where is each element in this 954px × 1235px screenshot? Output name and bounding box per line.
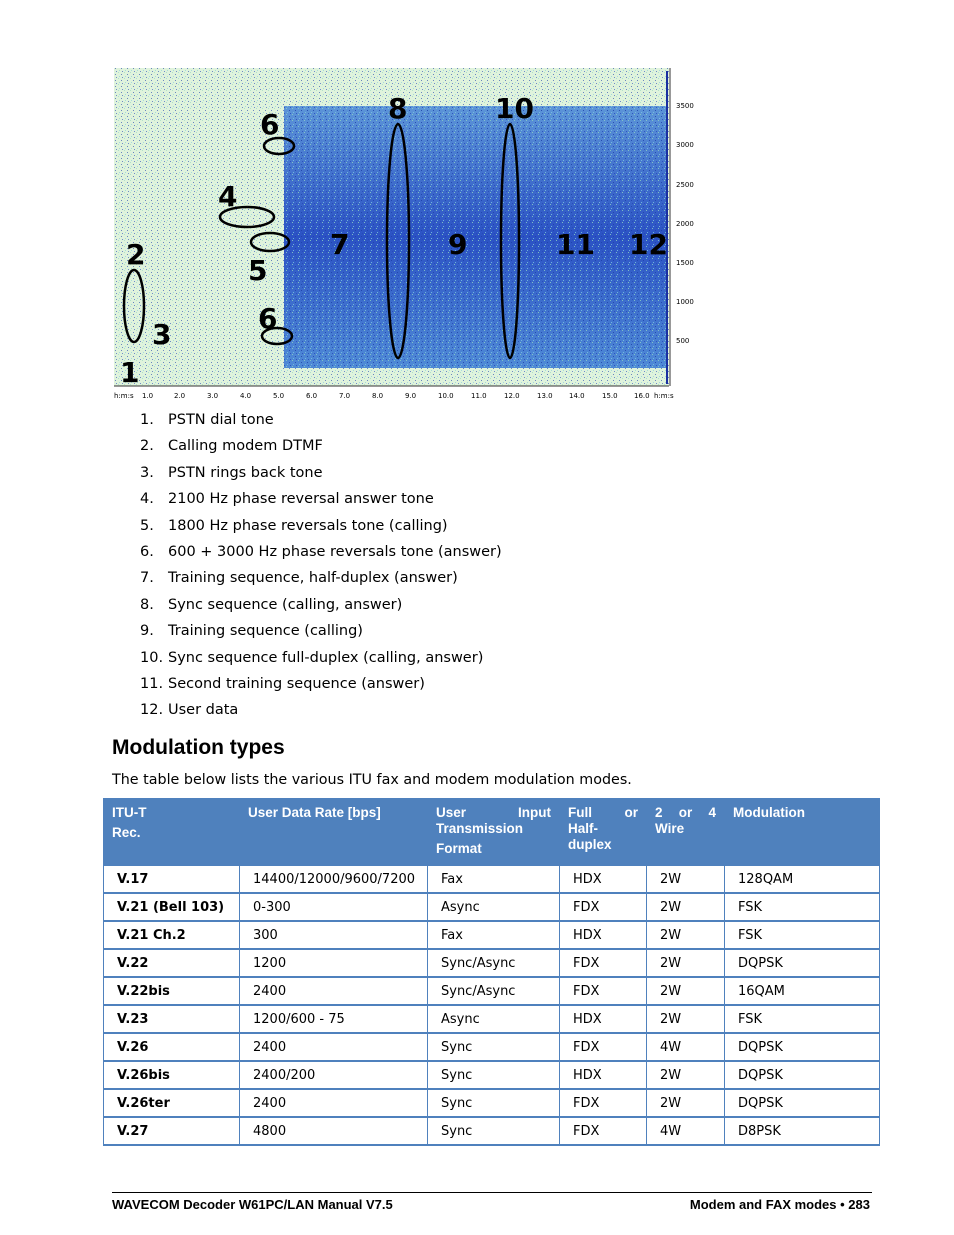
bottom-axis-tick-label: 13.0 — [537, 392, 553, 400]
cell-duplex: FDX — [560, 1033, 647, 1061]
legend-item-number: 3. — [140, 464, 154, 481]
legend-item — [140, 700, 502, 726]
cell-rec: V.26bis — [104, 1061, 240, 1089]
cell-duplex: FDX — [560, 949, 647, 977]
legend-item-text: 2100 Hz phase reversal answer tone — [168, 491, 434, 508]
right-axis-tick-label: 1000 — [676, 298, 694, 306]
cell-wire: 4W — [647, 1033, 725, 1061]
cell-rate: 2400/200 — [240, 1061, 428, 1089]
bottom-axis-tick-label: 9.0 — [405, 392, 417, 400]
bottom-axis-tick-label: 11.0 — [471, 392, 487, 400]
cell-modulation: 16QAM — [725, 977, 880, 1005]
right-axis-tick-label: 3500 — [676, 102, 694, 110]
cell-wire: 4W — [647, 1117, 725, 1145]
legend-list — [140, 410, 502, 727]
table-row — [104, 1005, 880, 1033]
legend-item — [140, 621, 502, 647]
table-row — [104, 1033, 880, 1061]
header-user-data-rate: User Data Rate [bps] — [240, 799, 428, 866]
header-itu-rec — [104, 799, 240, 866]
cell-format: Async — [428, 1005, 560, 1033]
bottom-axis-tick-label: 15.0 — [602, 392, 618, 400]
table-row — [104, 865, 880, 893]
legend-item — [140, 410, 502, 436]
bottom-axis-tick-label: 6.0 — [306, 392, 318, 400]
bottom-axis-tick-label: 12.0 — [504, 392, 520, 400]
table-row — [104, 1061, 880, 1089]
legend-item-text: PSTN dial tone — [168, 412, 274, 428]
legend-item-number: 2. — [140, 438, 154, 455]
cell-rate: 2400 — [240, 1089, 428, 1117]
cell-duplex: FDX — [560, 1089, 647, 1117]
right-axis-tick-label: 3000 — [676, 141, 694, 149]
bottom-axis-tick-label: 1.0 — [142, 392, 154, 400]
legend-item-text: Sync sequence full-duplex (calling, answer) — [168, 649, 484, 666]
cell-rec: V.27 — [104, 1117, 240, 1145]
bottom-axis-tick-label: 3.0 — [207, 392, 219, 400]
legend-item-text: User data — [168, 702, 239, 719]
cell-rate: 2400 — [240, 977, 428, 1005]
table-body — [104, 865, 880, 1145]
marker-label: 8 — [388, 92, 408, 125]
table-row — [104, 977, 880, 1005]
cell-wire: 2W — [647, 977, 725, 1005]
table-row — [104, 949, 880, 977]
marker-label: 6 — [258, 302, 278, 335]
bottom-axis-tick-label: 8.0 — [372, 392, 384, 400]
cell-rate: 300 — [240, 921, 428, 949]
header-modulation: Modulation — [725, 799, 880, 866]
marker-label: 7 — [330, 228, 350, 261]
legend-item-number: 5. — [140, 517, 154, 534]
right-axis-tick-label: 500 — [676, 337, 690, 345]
table-row — [104, 893, 880, 921]
spectrogram-figure — [112, 66, 708, 402]
legend-item — [140, 436, 502, 462]
cell-modulation: FSK — [725, 893, 880, 921]
right-axis-tick-label: 2500 — [676, 181, 694, 189]
header-duplex — [560, 799, 647, 866]
cell-duplex: HDX — [560, 1061, 647, 1089]
cell-format: Async — [428, 893, 560, 921]
cell-duplex: FDX — [560, 977, 647, 1005]
bottom-axis-tick-label: 7.0 — [339, 392, 351, 400]
cell-duplex: HDX — [560, 1005, 647, 1033]
cell-rec: V.21 (Bell 103) — [104, 893, 240, 921]
cell-rate: 0-300 — [240, 893, 428, 921]
bottom-axis-tick-label: 2.0 — [174, 392, 186, 400]
right-axis-tick-label: 1500 — [676, 259, 694, 267]
cell-format: Sync — [428, 1117, 560, 1145]
marker-label: 6 — [260, 108, 280, 141]
cell-wire: 2W — [647, 1089, 725, 1117]
cell-modulation: D8PSK — [725, 1117, 880, 1145]
legend-item-number: 9. — [140, 623, 154, 640]
legend-item-number: 6. — [140, 543, 154, 560]
header-duplex-line3: duplex — [568, 837, 612, 852]
cell-format: Fax — [428, 865, 560, 893]
cell-duplex: HDX — [560, 865, 647, 893]
cell-format: Sync/Async — [428, 949, 560, 977]
legend-item-text: 600 + 3000 Hz phase reversals tone (answer) — [168, 543, 502, 560]
cell-rec: V.22 — [104, 949, 240, 977]
legend-item-number: 8. — [140, 596, 154, 613]
bottom-axis-tick-label: 16.0 — [634, 392, 650, 400]
legend-item — [140, 568, 502, 594]
cell-rate: 2400 — [240, 1033, 428, 1061]
cell-rate: 1200/600 - 75 — [240, 1005, 428, 1033]
legend-item-number: 4. — [140, 491, 154, 508]
legend-item-text: Calling modem DTMF — [168, 438, 323, 455]
marker-label: 9 — [448, 228, 468, 261]
marker-label: 5 — [248, 254, 268, 287]
cell-rec: V.26ter — [104, 1089, 240, 1117]
cell-rec: V.17 — [104, 865, 240, 893]
cell-rec: V.21 Ch.2 — [104, 921, 240, 949]
cell-wire: 2W — [647, 921, 725, 949]
legend-item — [140, 463, 502, 489]
cell-rate: 1200 — [240, 949, 428, 977]
marker-label: 4 — [218, 180, 238, 213]
header-format-line2: Format — [436, 841, 482, 856]
bottom-axis-tick-label: 5.0 — [273, 392, 285, 400]
legend-item-number: 1. — [140, 412, 154, 428]
cell-modulation: FSK — [725, 921, 880, 949]
bottom-axis-tick-label: 14.0 — [569, 392, 585, 400]
legend-item-number: 11. — [140, 675, 164, 692]
cell-duplex: FDX — [560, 1117, 647, 1145]
modulation-table — [103, 798, 880, 1146]
cell-duplex: HDX — [560, 921, 647, 949]
cell-rec: V.23 — [104, 1005, 240, 1033]
cell-wire: 2W — [647, 893, 725, 921]
bottom-axis-tick-label: h:m:s — [654, 392, 674, 400]
cell-duplex: FDX — [560, 893, 647, 921]
cell-wire: 2W — [647, 865, 725, 893]
cell-format: Sync/Async — [428, 977, 560, 1005]
legend-item — [140, 595, 502, 621]
legend-item-number: 7. — [140, 570, 154, 587]
legend-item — [140, 648, 502, 674]
cell-modulation: 128QAM — [725, 865, 880, 893]
table-row — [104, 1089, 880, 1117]
legend-item — [140, 516, 502, 542]
cell-wire: 2W — [647, 1061, 725, 1089]
legend-item-text: Sync sequence (calling, answer) — [168, 596, 403, 613]
header-wire: 2 or 4 Wire — [647, 799, 725, 866]
table-header-row — [104, 799, 880, 866]
header-duplex-line1: Full or — [568, 805, 638, 820]
legend-item — [140, 489, 502, 515]
legend-item-text: Training sequence, half-duplex (answer) — [168, 570, 458, 587]
cell-rec: V.26 — [104, 1033, 240, 1061]
marker-label: 1 — [120, 356, 140, 389]
legend-item — [140, 542, 502, 568]
legend-item-text: PSTN rings back tone — [168, 464, 323, 481]
cell-format: Sync — [428, 1089, 560, 1117]
cell-rate: 14400/12000/9600/7200 — [240, 865, 428, 893]
legend-item-number: 10. — [140, 649, 164, 666]
table-row — [104, 1117, 880, 1145]
marker-label: 2 — [126, 238, 146, 271]
cell-format: Fax — [428, 921, 560, 949]
cell-format: Sync — [428, 1033, 560, 1061]
bottom-axis-tick-label: 4.0 — [240, 392, 252, 400]
header-itu-rec-line2: Rec. — [112, 825, 141, 840]
cell-modulation: DQPSK — [725, 1089, 880, 1117]
cell-modulation: DQPSK — [725, 1033, 880, 1061]
legend-item-text: 1800 Hz phase reversals tone (calling) — [168, 517, 448, 534]
marker-label: 10 — [495, 92, 534, 125]
header-itu-rec-line1: ITU-T — [112, 805, 147, 820]
marker-label: 3 — [152, 318, 172, 351]
section-intro: The table below lists the various ITU fax and modem modulation modes. — [112, 772, 632, 788]
header-format-line1: User Input Transmission — [436, 805, 551, 836]
bottom-axis-tick-label: h:m:s — [114, 392, 134, 400]
legend-item-number: 12. — [140, 702, 164, 719]
cell-modulation: FSK — [725, 1005, 880, 1033]
right-axis-tick-label: 2000 — [676, 220, 694, 228]
legend-item-text: Training sequence (calling) — [168, 623, 363, 640]
marker-label: 12 — [629, 228, 668, 261]
footer-divider — [112, 1192, 872, 1193]
header-transmission-format — [428, 799, 560, 866]
footer-page-info: Modem and FAX modes • 283 — [689, 1197, 870, 1212]
header-duplex-line2: Half- — [568, 821, 598, 836]
table-row — [104, 921, 880, 949]
section-title: Modulation types — [112, 736, 285, 759]
cell-modulation: DQPSK — [725, 949, 880, 977]
cell-wire: 2W — [647, 949, 725, 977]
cell-rec: V.22bis — [104, 977, 240, 1005]
marker-label: 11 — [556, 228, 595, 261]
cell-format: Sync — [428, 1061, 560, 1089]
cell-modulation: DQPSK — [725, 1061, 880, 1089]
bottom-axis-tick-label: 10.0 — [438, 392, 454, 400]
legend-item — [140, 674, 502, 700]
cell-rate: 4800 — [240, 1117, 428, 1145]
legend-item-text: Second training sequence (answer) — [168, 675, 425, 692]
cell-wire: 2W — [647, 1005, 725, 1033]
footer-manual-title: WAVECOM Decoder W61PC/LAN Manual V7.5 — [112, 1197, 393, 1212]
